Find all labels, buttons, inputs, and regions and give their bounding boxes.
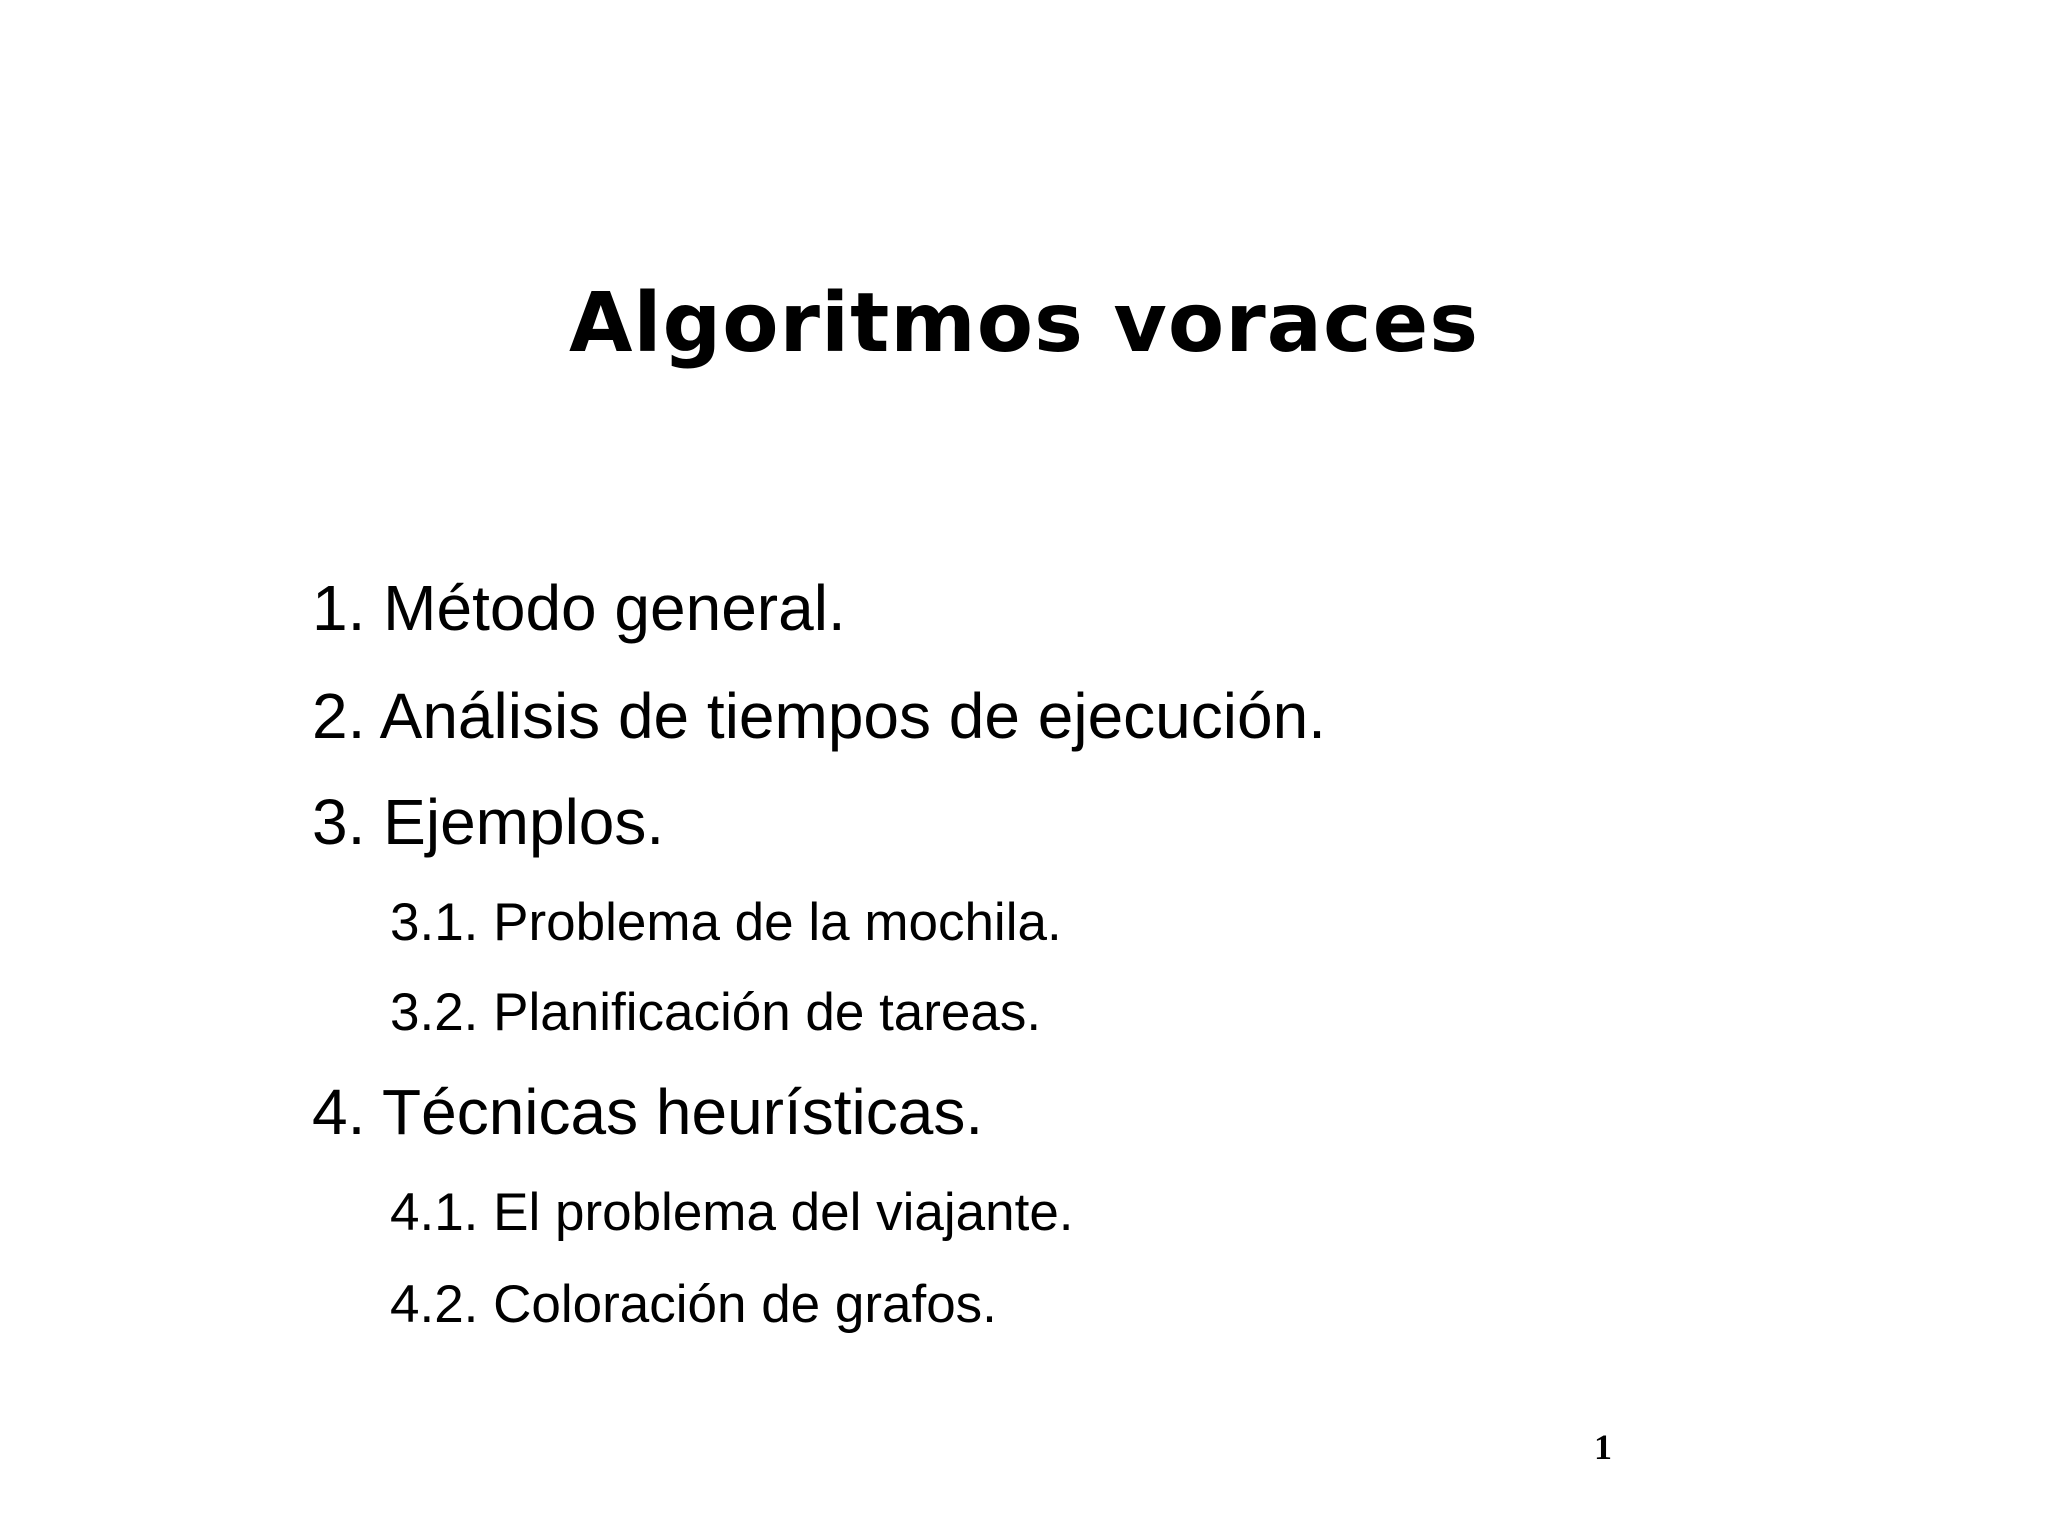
- outline-subitem-4-1: 4.1. El problema del viajante.: [390, 1183, 1074, 1242]
- outline-subitem-4-2: 4.2. Coloración de grafos.: [390, 1275, 997, 1334]
- outline-subitem-3-1: 3.1. Problema de la mochila.: [390, 893, 1062, 952]
- slide-title: Algoritmos voraces: [568, 276, 1480, 371]
- outline-item-3: 3. Ejemplos.: [312, 786, 665, 858]
- outline-subitem-3-2: 3.2. Planificación de tareas.: [390, 983, 1042, 1042]
- outline-item-1: 1. Método general.: [312, 572, 846, 644]
- page-number: 1: [1594, 1427, 1612, 1467]
- outline-item-4: 4. Técnicas heurísticas.: [312, 1076, 984, 1148]
- outline-item-2: 2. Análisis de tiempos de ejecución.: [312, 680, 1326, 752]
